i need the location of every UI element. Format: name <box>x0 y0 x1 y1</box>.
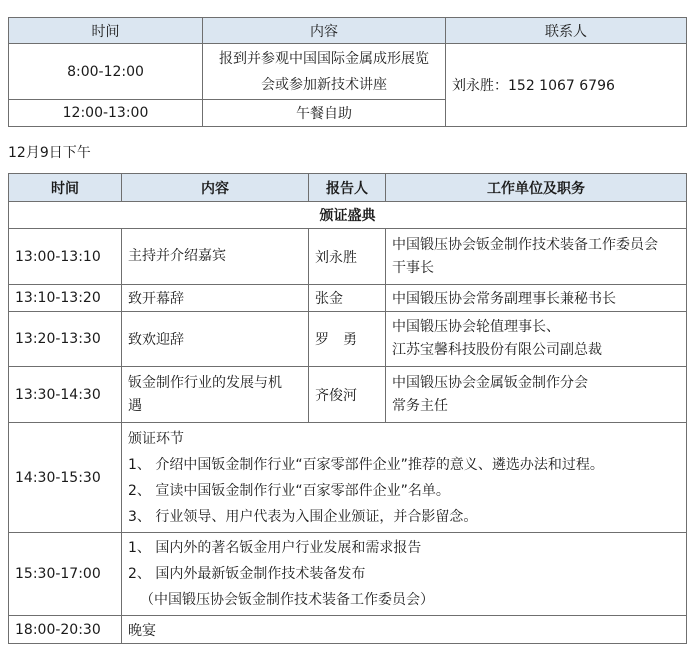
row-time: 13:30-14:30 <box>9 367 122 423</box>
row-time: 12:00-13:00 <box>9 100 203 127</box>
row-content: 致欢迎辞 <box>122 312 309 367</box>
row-content: 主持并介绍嘉宾 <box>122 229 309 285</box>
row-content: 致开幕辞 <box>122 285 309 312</box>
row-speaker: 罗 勇 <box>309 312 386 367</box>
row-time: 13:20-13:30 <box>9 312 122 367</box>
contact-cell: 刘永胜：152 1067 6796 <box>446 44 687 127</box>
row-speaker: 张金 <box>309 285 386 312</box>
row-content: 钣金制作行业的发展与机 遇 <box>122 367 309 423</box>
header-time: 时间 <box>9 18 203 44</box>
row-speaker: 齐俊河 <box>309 367 386 423</box>
row-time: 13:00-13:10 <box>9 229 122 285</box>
row-content-wide: 1、 国内外的著名钣金用户行业发展和需求报告 2、 国内外最新钣金制作技术装备发布 （中国锻压协会钣金制作技术装备工作委员会） <box>122 533 687 616</box>
row-content-wide: 颁证环节 1、 介绍中国钣金制作行业“百家零部件企业”推荐的意义、遴选办法和过程。 2、 宣读中国钣金制作行业“百家零部件企业”名单。 3、 行业领导、用户代表为入围企业颁证，并合影留念。 <box>122 423 687 533</box>
row-organization: 中国锻压协会常务副理事长兼秘书长 <box>386 285 687 312</box>
schedule-table-afternoon <box>8 173 687 644</box>
header-content: 内容 <box>203 18 446 44</box>
row-time: 18:00-20:30 <box>9 616 122 644</box>
row-content: 午餐自助 <box>203 100 446 127</box>
row-organization: 中国锻压协会钣金制作技术装备工作委员会 干事长 <box>386 229 687 285</box>
header-content: 内容 <box>122 174 309 202</box>
row-time: 15:30-17:00 <box>9 533 122 616</box>
header-time: 时间 <box>9 174 122 202</box>
row-content-wide: 晚宴 <box>122 616 687 644</box>
row-time: 14:30-15:30 <box>9 423 122 533</box>
row-organization: 中国锻压协会金属钣金制作分会 常务主任 <box>386 367 687 423</box>
header-organization: 工作单位及职务 <box>386 174 687 202</box>
section-title: 颁证盛典 <box>9 202 687 229</box>
row-time: 8:00-12:00 <box>9 44 203 100</box>
row-speaker: 刘永胜 <box>309 229 386 285</box>
row-organization: 中国锻压协会轮值理事长、 江苏宝馨科技股份有限公司副总裁 <box>386 312 687 367</box>
schedule-table-morning <box>8 17 687 127</box>
row-content: 报到并参观中国国际金属成形展览 会或参加新技术讲座 <box>203 44 446 100</box>
subheading: 12月9日下午 <box>8 145 91 161</box>
header-speaker: 报告人 <box>309 174 386 202</box>
header-contact: 联系人 <box>446 18 687 44</box>
row-time: 13:10-13:20 <box>9 285 122 312</box>
